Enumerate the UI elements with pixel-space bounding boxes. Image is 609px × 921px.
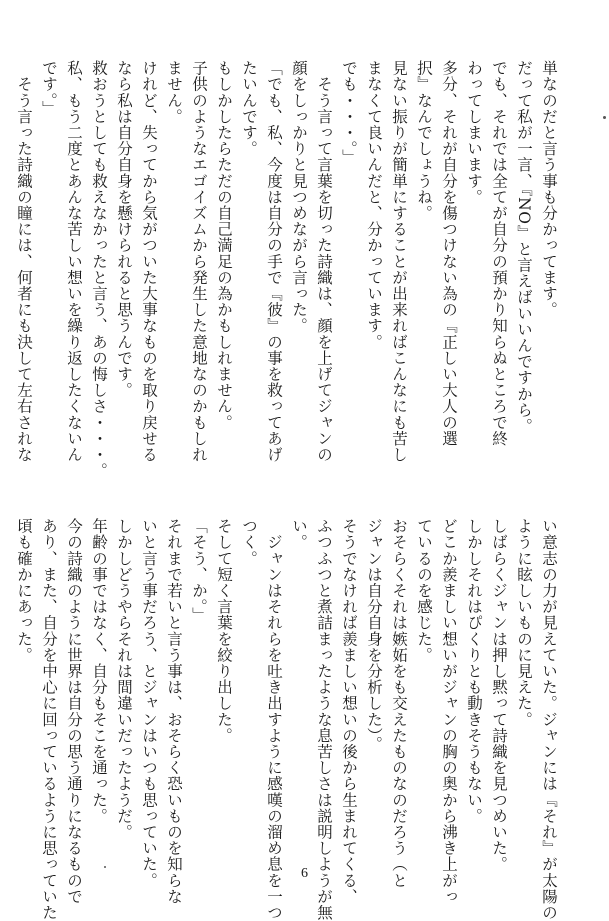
text-line: 「でも、私、今度は自分の手で『彼』の事を救ってあげ — [265, 60, 283, 463]
text-line: でも・・・。」 — [340, 60, 358, 165]
text-line: ているのを感じた。 — [415, 518, 433, 663]
text-line: 頃も確かにあった。 — [15, 518, 33, 663]
text-line: 択』なんでしょうね。 — [415, 60, 433, 221]
text-line: たいんです。 — [240, 60, 258, 157]
text-line: い。 — [290, 518, 308, 551]
text-line: まなくて良いんだと、分かっています。 — [365, 60, 383, 350]
text-line: そして短く言葉を絞り出した。 — [215, 518, 233, 744]
text-line: けれど、失ってから気がついた大事なものを取り戻せる — [140, 60, 158, 463]
text-line: 今の詩織のように世界は自分の思う通りになるもので — [65, 518, 83, 905]
text-line: おそらくそれは嫉妬をも交えたものなのだろう（と — [390, 518, 408, 889]
text-line: 多分、それが自分を傷つけない為の『正しい大人の選 — [440, 60, 458, 447]
text-line: です。」 — [40, 60, 58, 117]
text-line: ように眩しいものに見えた。 — [515, 518, 533, 728]
text-line: それまで若いと言う事は、おそらく恐いものを知らな — [165, 518, 183, 905]
text-line: 救おうとしても救えなかったと言う、あの悔しさ・・・。 — [90, 60, 108, 479]
page-number: 6 — [301, 866, 308, 881]
text-line: 見ない振りが簡単にすることが出来ればこんなにも苦し — [390, 60, 408, 463]
text-line: しかしそれはぴくりとも動きそうもない。 — [465, 518, 483, 824]
text-line: そう言って言葉を切った詩織は、顔を上げてジャンの — [315, 60, 333, 463]
text-line: ません。 — [165, 60, 183, 125]
text-line: あり、また、自分を中心に回っているように思っていた — [40, 518, 58, 921]
text-line: 年齢の事ではなく、自分もそこを通った。 — [90, 518, 108, 824]
text-line: そうでなければ羨ましい想いの後から生まれてくる、 — [340, 518, 358, 905]
text-line: でも、それでは全てが自分の預かり知らぬところで終 — [490, 60, 508, 447]
text-line: 顔をしっかりと見つめながら言った。 — [290, 60, 308, 334]
text-line: もしかしたらただの自己満足の為かもしれません。 — [215, 60, 233, 431]
text-line: どこか羨ましい想いがジャンの胸の奥から沸き上がっ — [440, 518, 458, 905]
text-line: だって私が一言、『NO』と言えばいいんですから。 — [515, 60, 533, 434]
text-line: いと言う事だろう、とジャンはいつも思っていた。 — [140, 518, 158, 889]
text-line: ふつふつと煮詰まったような息苦しさは説明しようが無 — [315, 518, 333, 921]
text-block-top — [11, 60, 561, 479]
text-line: しかしどうやらそれは間違いだったようだ。 — [115, 518, 133, 840]
text-line: 単なのだと言う事も分かってます。 — [540, 60, 558, 318]
text-line: わってしまいます。 — [465, 60, 483, 205]
text-line: なら私は自分自身を懸けられると思うんです。 — [115, 60, 133, 399]
text-line: しばらくジャンは押し黙って詩織を見つめいた。 — [490, 518, 508, 873]
text-line: 私、もう二度とあんな苦しい想いを繰り返したくないん — [65, 60, 83, 463]
text-line: 子供のようなエゴイズムから発生した意地なのかもしれ — [190, 60, 208, 463]
text-line: そう言った詩織の瞳には、何者にも決して左右されな — [15, 60, 33, 463]
paper-speck — [603, 116, 606, 119]
text-line: い意志の力が見えていた。ジャンには『それ』が太陽の — [540, 518, 558, 921]
text-line: ジャンはそれらを吐き出すように感嘆の溜め息を一つ — [265, 518, 283, 921]
text-line: 「そう、か。」 — [190, 518, 208, 623]
text-block-bottom — [11, 518, 561, 921]
text-line: ジャンは自分自身を分析した）。 — [365, 518, 383, 752]
text-line: つく。 — [240, 518, 258, 567]
paper-speck — [104, 866, 106, 868]
